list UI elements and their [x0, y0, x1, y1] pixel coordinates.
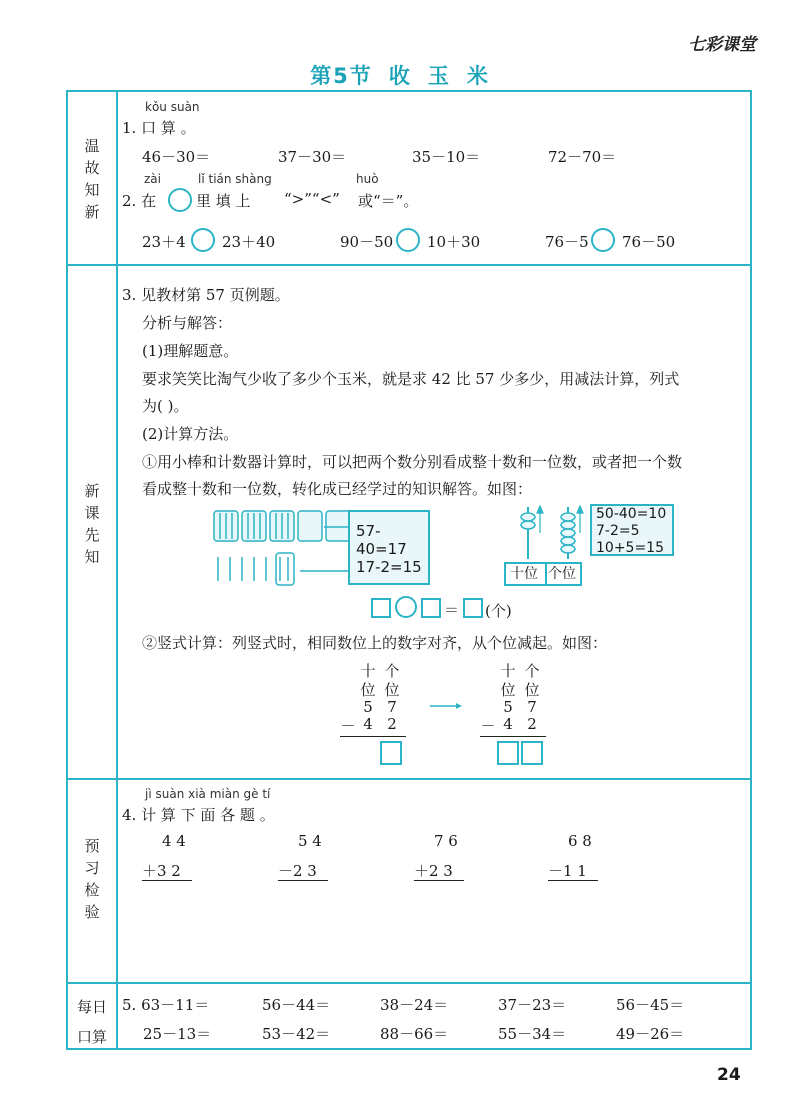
- operator-circle[interactable]: [395, 596, 417, 618]
- digit: 2: [387, 715, 397, 733]
- q3-para1: 要求笑笑比淘气少收了多少个玉米，就是求 42 比 57 少多少，用减法计算，列式: [142, 370, 680, 388]
- place-tens: 十: [500, 662, 516, 680]
- abacus-eq-1: 50-40=10: [596, 506, 667, 522]
- q4-bottom: －2 3: [278, 862, 317, 880]
- title-char-2: 玉: [427, 64, 451, 88]
- section-label-daily-2: 口算: [76, 1028, 107, 1046]
- answer-box[interactable]: [380, 741, 402, 765]
- answer-circle[interactable]: [168, 188, 192, 212]
- digit: 4: [363, 715, 373, 733]
- q2-left: 90－50: [340, 233, 394, 251]
- section-label-preview: [68, 835, 116, 923]
- q2-prefix: 2. 在: [122, 192, 157, 210]
- abacus-illustration: [508, 503, 590, 563]
- q4-bottom: －1 1: [548, 862, 587, 880]
- q5-item: 88－66＝: [380, 1025, 449, 1043]
- q5-item: 53－42＝: [262, 1025, 331, 1043]
- q5-item: 38－24＝: [380, 996, 449, 1014]
- abacus-label-bar: [504, 562, 582, 586]
- place-ones-wei: 位: [384, 681, 400, 699]
- title-char-3: 米: [466, 64, 490, 88]
- abacus-eq-2: 7-2=5: [596, 523, 640, 539]
- q3-title: 3. 见教材第 57 页例题。: [122, 286, 290, 304]
- page-number: 24: [717, 1065, 741, 1085]
- section-label-daily-1: 每日: [76, 998, 107, 1016]
- q2-mid: 里 填 上: [196, 192, 251, 210]
- q2-pinyin-zai: zài: [144, 172, 161, 186]
- sum-line: [414, 880, 464, 881]
- place-ones-wei: 位: [524, 681, 540, 699]
- section-label-new: [68, 480, 116, 568]
- place-tens: 十: [360, 662, 376, 680]
- sum-line: [278, 880, 328, 881]
- sticks-eq-2: 17-2=15: [356, 558, 422, 576]
- abacus-equation-box: [590, 504, 674, 556]
- q4-bottom: ＋2 3: [414, 862, 453, 880]
- answer-box[interactable]: [371, 598, 391, 618]
- q4-pinyin: jì suàn xià miàn gè tí: [145, 787, 271, 801]
- q1-item: 72－70＝: [548, 148, 617, 166]
- arrow-right-icon: [430, 700, 462, 712]
- q5-item: 56－45＝: [616, 996, 685, 1014]
- title-section: 第5节: [310, 64, 373, 88]
- q5-item: 25－13＝: [143, 1025, 212, 1043]
- q2-right: 10＋30: [427, 233, 481, 251]
- digit: 7: [387, 698, 397, 716]
- q5-item: 37－23＝: [498, 996, 567, 1014]
- q1-item: 46－30＝: [142, 148, 211, 166]
- digit: 2: [527, 715, 537, 733]
- q4-top: 4 4: [162, 832, 186, 850]
- q5-item: 55－34＝: [498, 1025, 567, 1043]
- q3-step2: (2)计算方法。: [142, 425, 239, 443]
- q1-item: 37－30＝: [278, 148, 347, 166]
- sticks-illustration: [212, 505, 362, 590]
- section-label-daily: [68, 992, 116, 1052]
- minus-sign: －: [340, 717, 356, 735]
- compare-circle[interactable]: [396, 228, 420, 252]
- section-label-warm: [68, 135, 116, 223]
- digit: 4: [503, 715, 513, 733]
- title-char-1: 收: [388, 64, 412, 88]
- q2-right: 23＋40: [222, 233, 276, 251]
- digit: 5: [363, 698, 373, 716]
- place-tens-wei: 位: [500, 681, 516, 699]
- q2-pinyin-tian: lǐ tián shàng: [198, 172, 272, 186]
- q3-step1: (1)理解题意。: [142, 342, 239, 360]
- answer-box[interactable]: [521, 741, 543, 765]
- q1-label: 1. 口 算 。: [122, 119, 196, 137]
- divider-preview: [66, 982, 752, 984]
- section-label-new-text: 新课先知: [84, 482, 100, 566]
- abacus-label-tens: 十位: [510, 566, 538, 582]
- minus-sign: －: [480, 717, 496, 735]
- q4-label: 4. 计 算 下 面 各 题 。: [122, 806, 275, 824]
- section-label-preview-text: 预习检验: [84, 837, 100, 921]
- place-ones: 个: [384, 662, 400, 680]
- section-label-warm-text: 温故知新: [84, 137, 100, 221]
- q2-pinyin-huo: huò: [356, 172, 379, 186]
- q2-left: 76－5: [545, 233, 589, 251]
- q2-or: 或“＝”。: [358, 192, 419, 210]
- compare-circle[interactable]: [191, 228, 215, 252]
- q5-item: 56－44＝: [262, 996, 331, 1014]
- place-tens-wei: 位: [360, 681, 376, 699]
- q5-item: 49－26＝: [616, 1025, 685, 1043]
- q3-para2: ①用小棒和计数器计算时，可以把两个数分别看成整十数和一位数，或者把一个数: [142, 453, 683, 471]
- equals-sign: ＝: [444, 601, 460, 619]
- q4-top: 7 6: [434, 832, 458, 850]
- q4-top: 6 8: [568, 832, 592, 850]
- divider-new: [66, 778, 752, 780]
- digit: 7: [527, 698, 537, 716]
- q3-analysis: 分析与解答：: [142, 314, 233, 332]
- q5-item: 5. 63－11＝: [122, 996, 210, 1014]
- sum-line: [548, 880, 598, 881]
- sum-line: [480, 736, 546, 737]
- unit-label: (个): [485, 602, 512, 620]
- place-ones: 个: [524, 662, 540, 680]
- q2-symbols: “>”“<”: [284, 190, 340, 208]
- q1-pinyin: kǒu suàn: [145, 100, 200, 114]
- abacus-eq-3: 10+5=15: [596, 540, 664, 556]
- sum-line: [340, 736, 406, 737]
- answer-box[interactable]: [463, 598, 483, 618]
- q3-para1b: 为( )。: [142, 397, 189, 415]
- abacus-label-ones: 个位: [548, 566, 576, 582]
- sum-line: [142, 880, 192, 881]
- q3-para2b: 看成整十数和一位数，转化成已经学过的知识解答。如图：: [142, 480, 533, 498]
- q2-left: 23＋4: [142, 233, 186, 251]
- digit: 5: [503, 698, 513, 716]
- q1-item: 35－10＝: [412, 148, 481, 166]
- q4-bottom: ＋3 2: [142, 862, 181, 880]
- sticks-eq-1: 57-40=17: [356, 522, 407, 558]
- sidebar-divider: [116, 90, 118, 1050]
- q4-top: 5 4: [298, 832, 322, 850]
- page-title: [0, 60, 800, 90]
- answer-box[interactable]: [497, 741, 519, 765]
- sticks-equation-box: [348, 510, 430, 585]
- answer-box[interactable]: [421, 598, 441, 618]
- brand-logo: 七彩课堂: [688, 35, 756, 55]
- q2-right: 76－50: [622, 233, 676, 251]
- q3-para3: ②竖式计算：列竖式时，相同数位上的数字对齐，从个位减起。如图：: [142, 634, 608, 652]
- compare-circle[interactable]: [591, 228, 615, 252]
- divider-warm: [66, 264, 752, 266]
